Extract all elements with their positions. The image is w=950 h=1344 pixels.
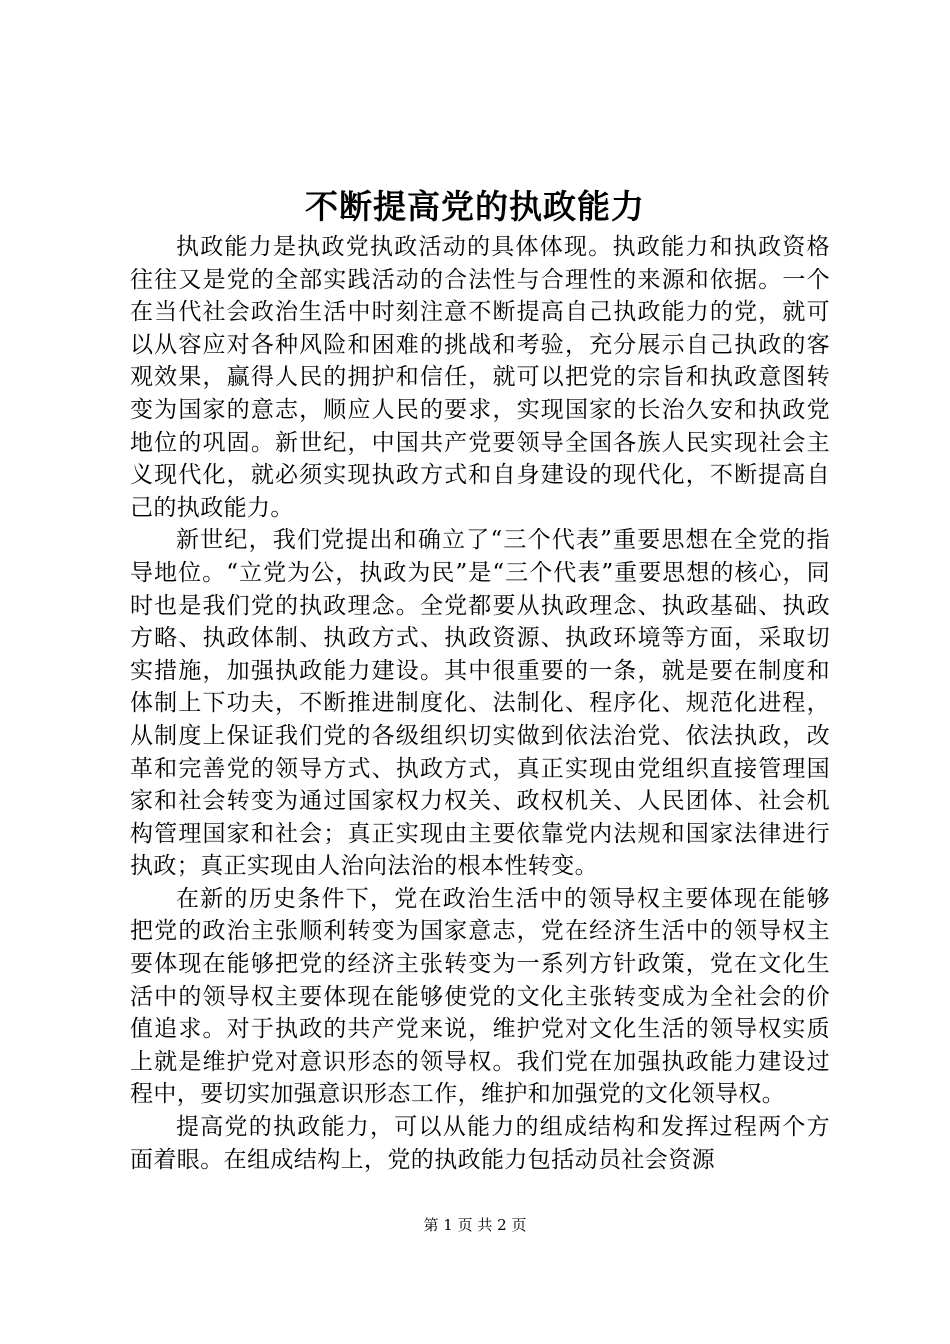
paragraph: 提高党的执政能力，可以从能力的组成结构和发挥过程两个方面着眼。在组成结构上，党的执政能力包括动员社会资源: [130, 1114, 830, 1173]
paragraph: 执政能力是执政党执政活动的具体体现。执政能力和执政资格往往又是党的全部实践活动的合法性与合理性的来源和依据。一个在当代社会政治生活中时刻注意不断提高自己执政能力的党，就可以从容应对各种风险和困难的挑战和考验，充分展示自己执政的客观效果，赢得人民的拥护和信任，就可以把党的宗旨和执政意图转变为国家的意志，顺应人民的要求，实现国家的长治久安和执政党地位的巩固。新世纪，中国共产党要领导全国各族人民实现社会主义现代化，就必须实现执政方式和自身建设的现代化，不断提高自己的执政能力。: [130, 234, 830, 521]
document-title: 不断提高党的执政能力: [305, 187, 645, 226]
document-body: [130, 231, 830, 1176]
paragraph: 在新的历史条件下，党在政治生活中的领导权主要体现在能够把党的政治主张顺利转变为国家意志，党在经济生活中的领导权主要体现在能够把党的经济主张转变为一系列方针政策，党在文化生活中的领导权主要体现在能够使党的文化主张转变成为全社会的价值追求。对于执政的共产党来说，维护党对文化生活的领导权实质上就是维护党对意识形态的领导权。我们党在加强执政能力建设过程中，要切实加强意识形态工作，维护和加强党的文化领导权。: [130, 885, 830, 1108]
paragraph: 新世纪，我们党提出和确立了“三个代表”重要思想在全党的指导地位。“立党为公，执政为民”是“三个代表”重要思想的核心，同时也是我们党的执政理念。全党都要从执政理念、执政基础、执政方略、执政体制、执政方式、执政资源、执政环境等方面，采取切实措施，加强执政能力建设。其中很重要的一条，就是要在制度和体制上下功夫，不断推进制度化、法制化、程序化、规范化进程，从制度上保证我们党的各级组织切实做到依法治党、依法执政，改革和完善党的领导方式、执政方式，真正实现由党组织直接管理国家和社会转变为通过国家权力权关、政权机关、人民团体、社会机构管理国家和社会；真正实现由主要依靠党内法规和国家法律进行执政；真正实现由人治向法治的根本性转变。: [130, 527, 830, 880]
page-footer: 第 1 页 共 2 页: [423, 1216, 527, 1234]
